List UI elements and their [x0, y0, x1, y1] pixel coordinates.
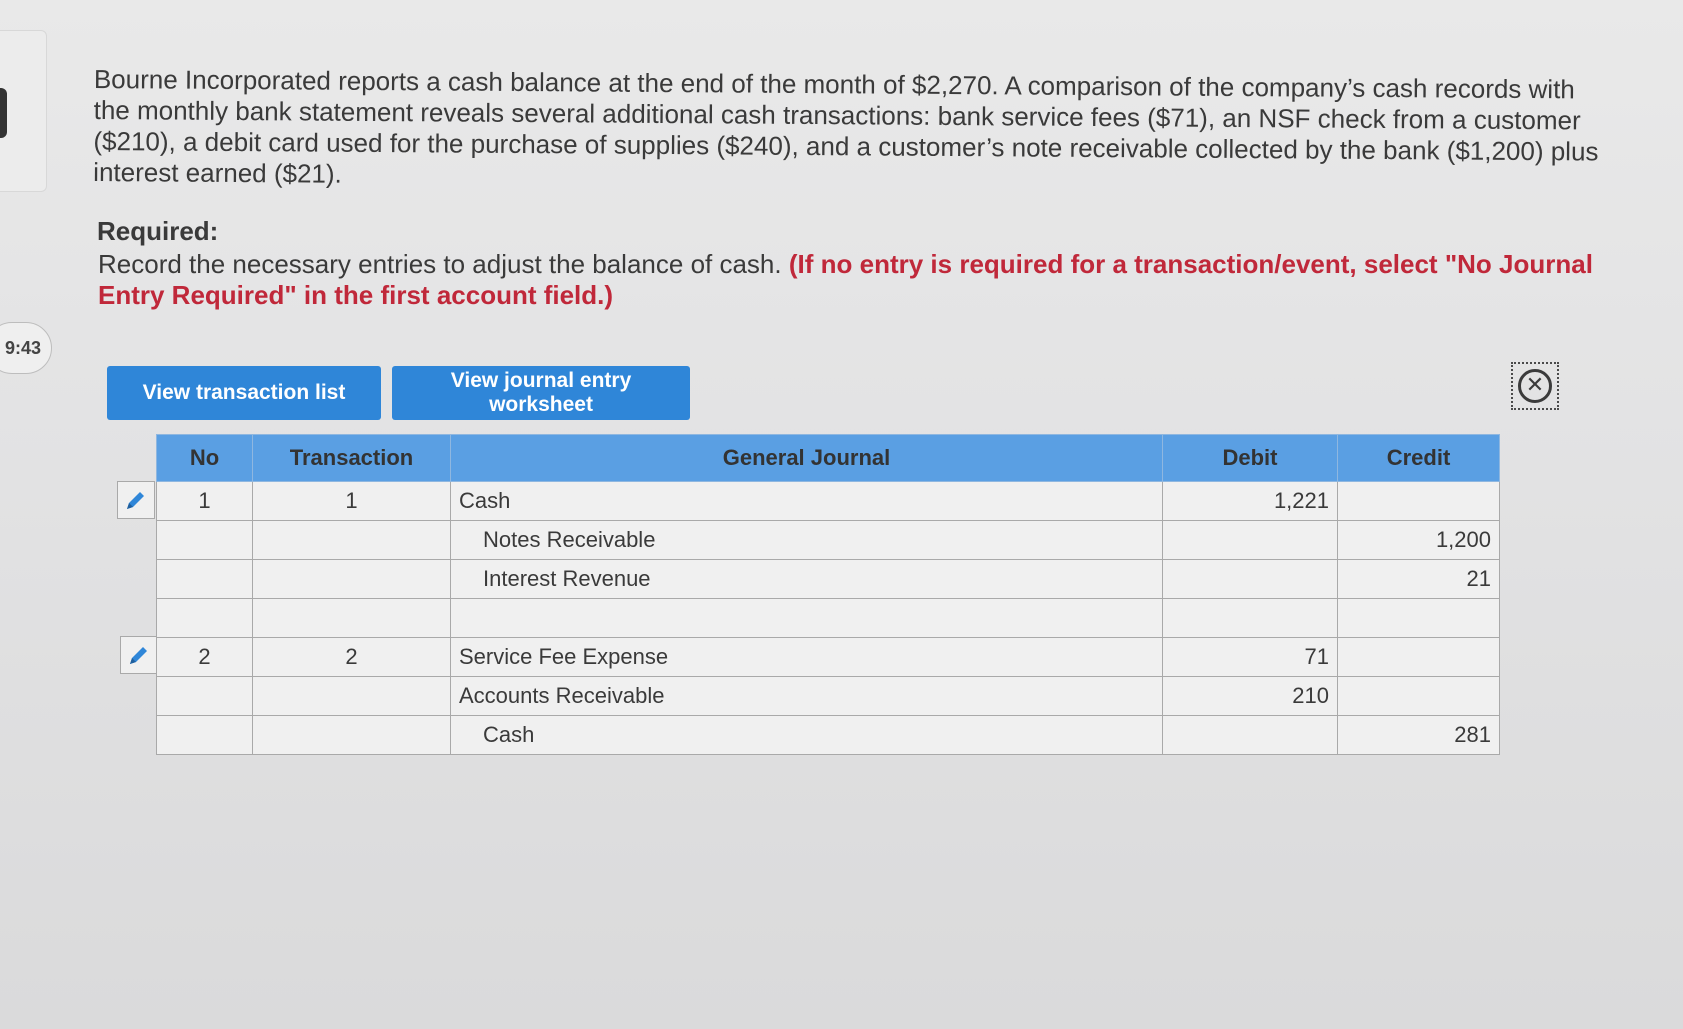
- cell-transaction: [253, 677, 451, 716]
- table-row: [157, 638, 1500, 677]
- cell-debit[interactable]: 1,221: [1163, 482, 1338, 521]
- instruction: [98, 249, 1618, 311]
- header-no: No: [157, 435, 253, 482]
- pencil-icon: [127, 643, 151, 667]
- timer-badge: 9:43: [0, 322, 52, 374]
- cell-credit[interactable]: [1338, 677, 1500, 716]
- table-row: [157, 482, 1500, 521]
- cell-no: [157, 560, 253, 599]
- cell-no: 1: [157, 482, 253, 521]
- cell-transaction: [253, 521, 451, 560]
- cell-credit[interactable]: 1,200: [1338, 521, 1500, 560]
- cell-transaction: [253, 716, 451, 755]
- cell-debit[interactable]: [1163, 560, 1338, 599]
- cell-debit[interactable]: [1163, 599, 1338, 638]
- general-journal-table: [156, 434, 1500, 755]
- left-panel-marker: [0, 88, 7, 138]
- view-transaction-list-button[interactable]: View transaction list: [107, 366, 381, 420]
- table-row: [157, 599, 1500, 638]
- problem-text: Bourne Incorporated reports a cash balance at the end of the month of $2,270. A comparison of the company’s cash records with the monthly bank statement reveals several additional cash transactions: bank service fees ($71), an NSF check from a customer ($210), a debit card used for the purchase of supplies ($240), and a customer’s note receivable collected by the bank ($1,200) plus interest earned ($21).: [93, 64, 1599, 189]
- cell-credit[interactable]: 21: [1338, 560, 1500, 599]
- cell-credit[interactable]: [1338, 482, 1500, 521]
- cell-account[interactable]: Accounts Receivable: [451, 677, 1163, 716]
- cell-no: [157, 521, 253, 560]
- cell-transaction: 2: [253, 638, 451, 677]
- cell-account[interactable]: Cash: [451, 482, 1163, 521]
- cell-debit[interactable]: 210: [1163, 677, 1338, 716]
- table-row: [157, 716, 1500, 755]
- close-button[interactable]: [1511, 362, 1559, 410]
- header-credit: Credit: [1338, 435, 1500, 482]
- header-general-journal: General Journal: [451, 435, 1163, 482]
- view-journal-entry-worksheet-button[interactable]: View journal entry worksheet: [392, 366, 690, 420]
- header-transaction: Transaction: [253, 435, 451, 482]
- cell-credit[interactable]: [1338, 599, 1500, 638]
- cell-credit[interactable]: 281: [1338, 716, 1500, 755]
- cell-no: [157, 716, 253, 755]
- cell-no: [157, 599, 253, 638]
- cell-account[interactable]: Interest Revenue: [451, 560, 1163, 599]
- cell-transaction: [253, 599, 451, 638]
- left-panel-edge: [0, 30, 47, 192]
- header-debit: Debit: [1163, 435, 1338, 482]
- cell-transaction: [253, 560, 451, 599]
- table-header-row: [157, 435, 1500, 482]
- required-label: Required:: [97, 216, 219, 246]
- cell-no: [157, 677, 253, 716]
- cell-debit[interactable]: [1163, 716, 1338, 755]
- cell-account[interactable]: Service Fee Expense: [451, 638, 1163, 677]
- cell-debit[interactable]: [1163, 521, 1338, 560]
- cell-debit[interactable]: 71: [1163, 638, 1338, 677]
- instruction-text: Record the necessary entries to adjust the balance of cash.: [98, 249, 782, 279]
- table-row: [157, 677, 1500, 716]
- close-circle-icon: ✕: [1518, 369, 1552, 403]
- edit-entry-2-button[interactable]: [120, 636, 158, 674]
- instruction-note: (If no entry is required for a transaction/event, select "No Journal Entry Required" in the first account field.): [98, 249, 1593, 310]
- edit-entry-1-button[interactable]: [117, 481, 155, 519]
- cell-account[interactable]: Cash: [451, 716, 1163, 755]
- cell-transaction: 1: [253, 482, 451, 521]
- cell-credit[interactable]: [1338, 638, 1500, 677]
- table-row: [157, 521, 1500, 560]
- cell-account[interactable]: [451, 599, 1163, 638]
- pencil-icon: [124, 488, 148, 512]
- table-row: [157, 560, 1500, 599]
- cell-account[interactable]: Notes Receivable: [451, 521, 1163, 560]
- cell-no: 2: [157, 638, 253, 677]
